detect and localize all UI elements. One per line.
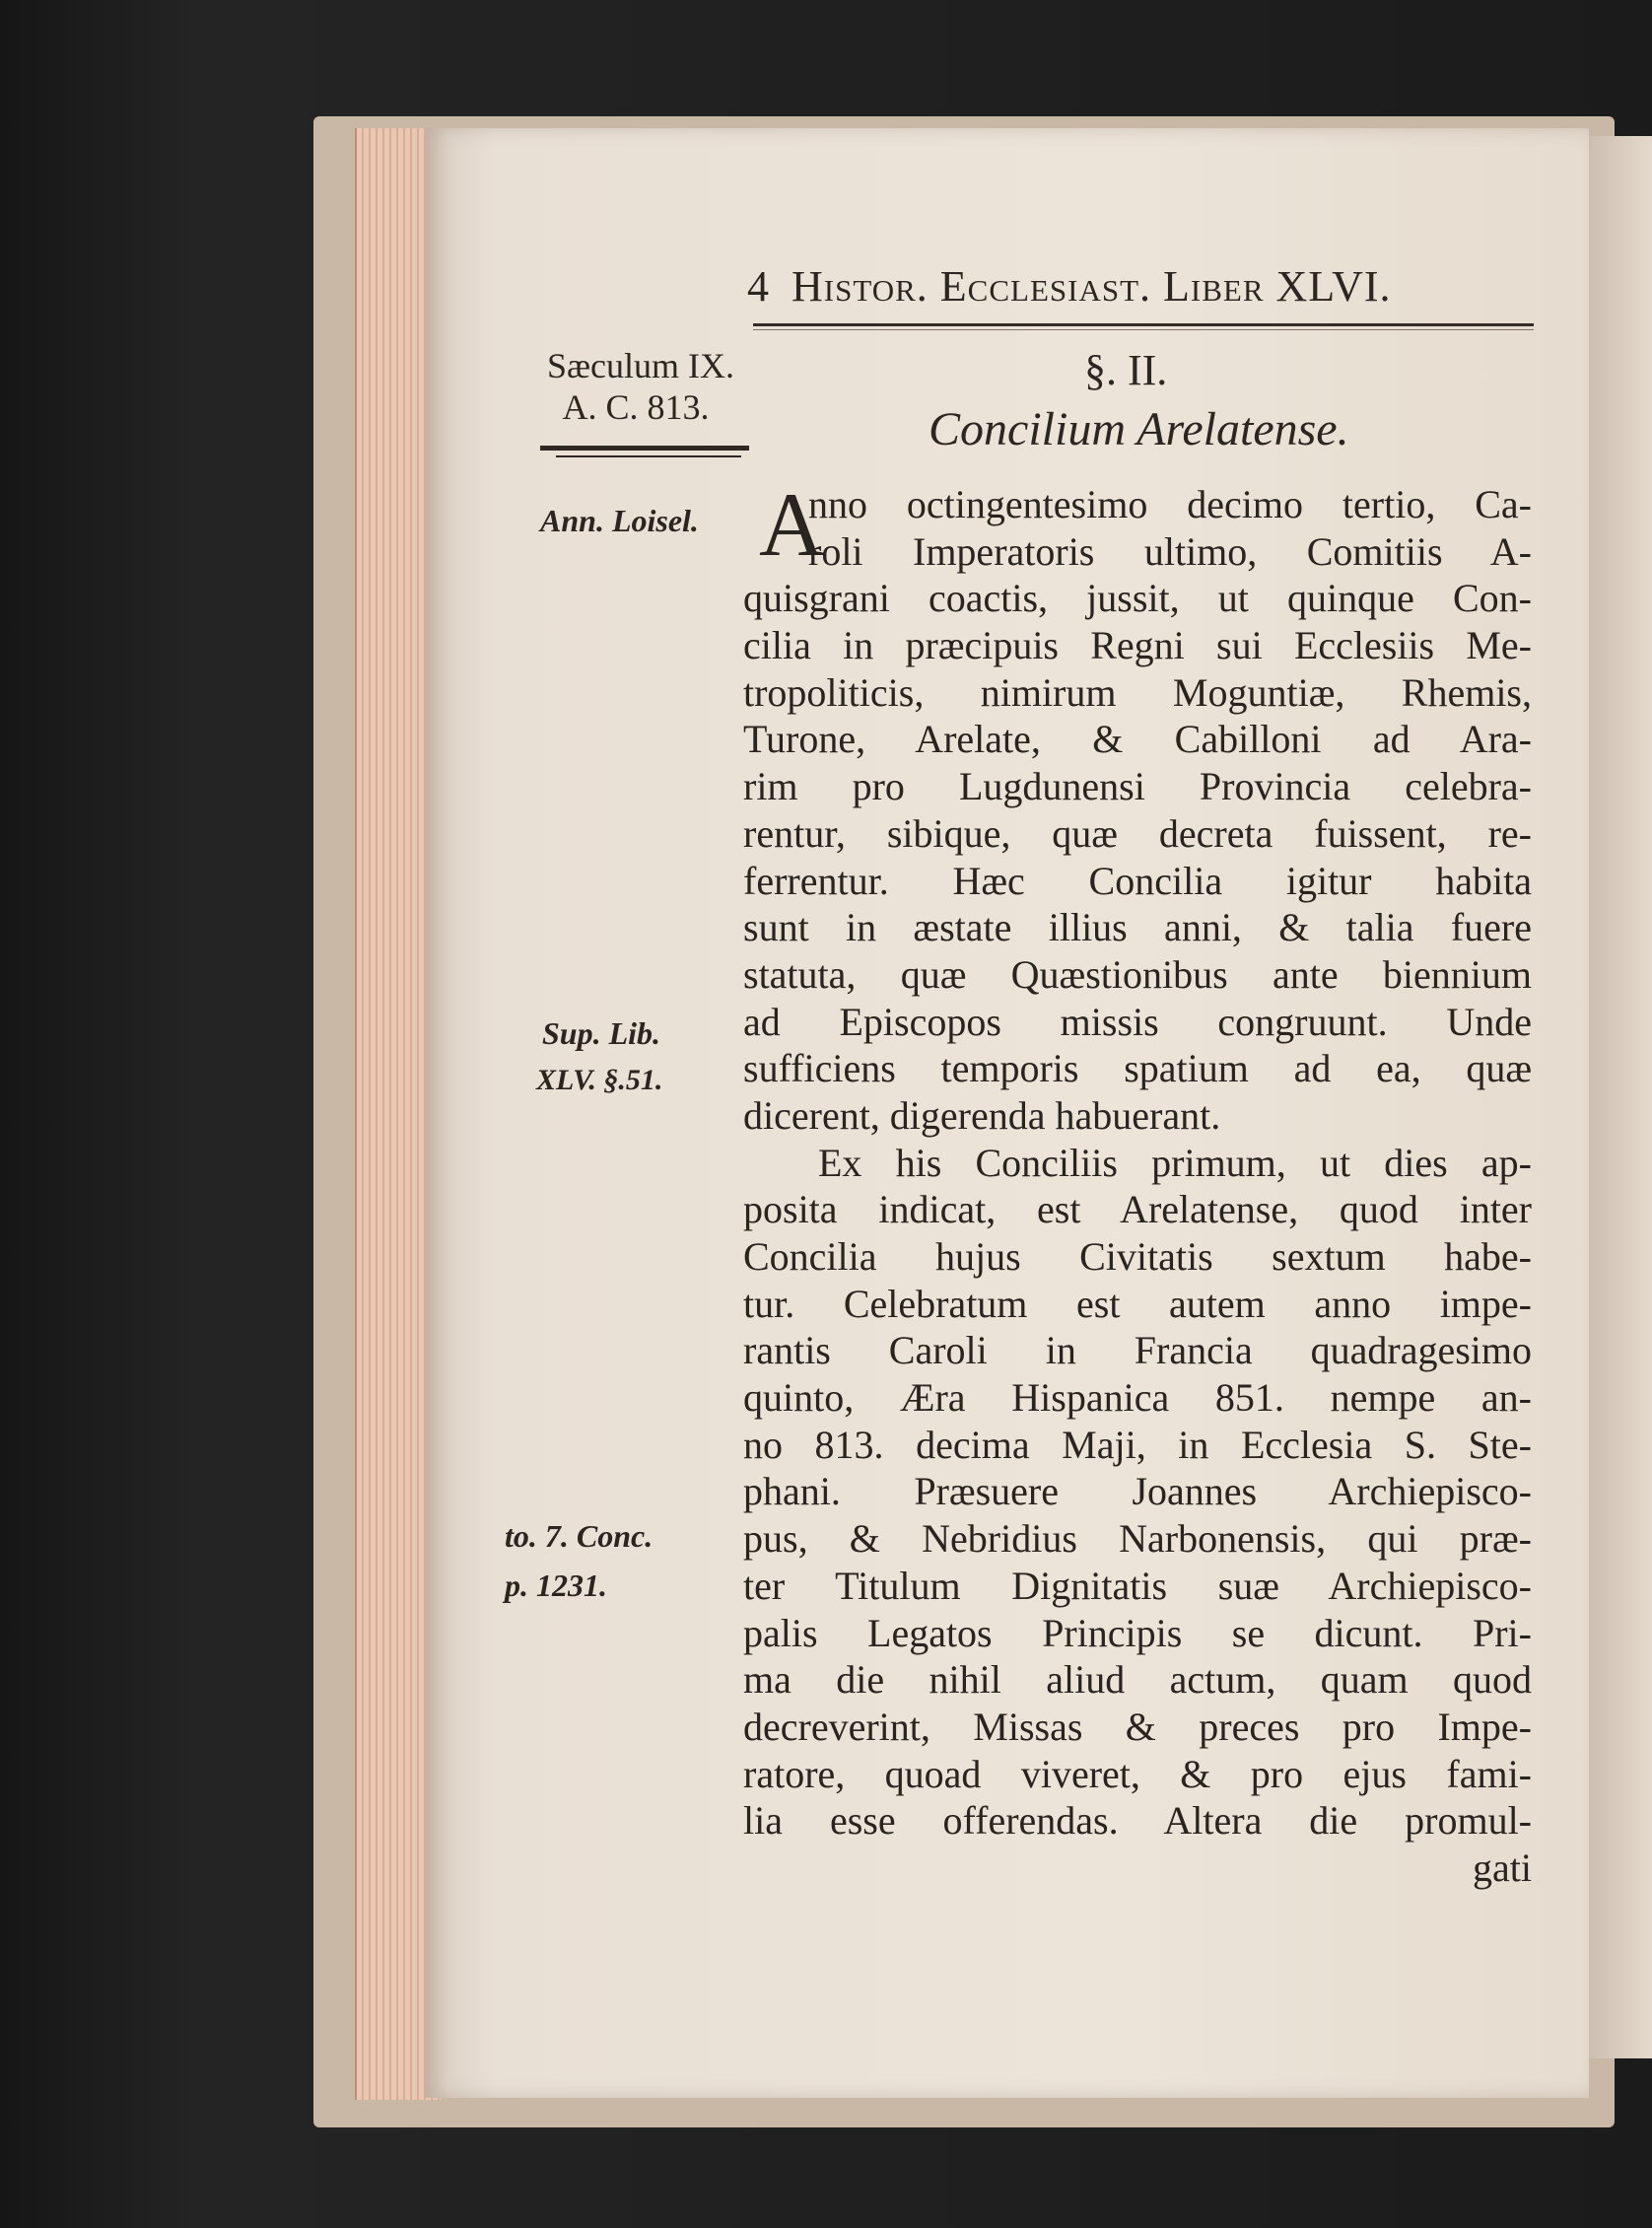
text-line: sunt in æstate illius anni, & talia fuere <box>743 905 1532 950</box>
margin-rule-thick <box>540 446 749 451</box>
text-line: lia esse offerendas. Altera die promul- <box>743 1798 1532 1844</box>
text-line: ratore, quoad viveret, & pro ejus fami- <box>743 1751 1532 1796</box>
margin-rule-thin <box>556 455 741 457</box>
text-line: decreverint, Missas & preces pro Impe- <box>743 1704 1532 1749</box>
text-line: ferrentur. Hæc Concilia igitur habita <box>743 858 1532 903</box>
text-line: nno octingentesimo decimo tertio, Ca- <box>808 482 1532 526</box>
text-line: phani. Præsuere Joannes Archiepisco- <box>743 1469 1532 1514</box>
page-number: 4 <box>747 262 770 311</box>
text-line: Concilia hujus Civitatis sextum habe- <box>743 1234 1532 1279</box>
running-head <box>747 261 1536 320</box>
year-label: A. C. 813. <box>562 387 710 427</box>
text-line: roli Imperatoris ultimo, Comitiis A- <box>808 528 1532 574</box>
section-number: §. II. <box>1084 346 1168 394</box>
text-line: ad Episcopos missis congruunt. Unde <box>743 999 1532 1044</box>
head-rule-thin <box>753 329 1534 330</box>
text-line: pus, & Nebridius Narbonensis, qui præ- <box>743 1516 1532 1562</box>
body-text <box>743 474 1532 1892</box>
text-line: palis Legatos Principis se dicunt. Pri- <box>743 1610 1532 1655</box>
text-line: ma die nihil aliud actum, quam quod <box>743 1657 1532 1703</box>
text-line: rim pro Lugdunensi Provincia celebra- <box>743 764 1532 809</box>
margin-note-conc: to. 7. Conc. <box>505 1518 654 1554</box>
margin-note-sup-lib: Sup. Lib. <box>542 1015 661 1051</box>
margin-date-block <box>532 345 749 428</box>
text-line: tropoliticis, nimirum Moguntiæ, Rhemis, <box>743 669 1532 715</box>
text-line: Turone, Arelate, & Cabilloni ad Ara- <box>743 717 1532 762</box>
drop-cap: A <box>759 474 825 575</box>
text-line: quinto, Æra Hispanica 851. nempe an- <box>743 1375 1532 1421</box>
text-line: cilia in præcipuis Regni sui Ecclesiis Me- <box>743 623 1532 668</box>
saeculum-label: Sæculum IX. <box>546 346 734 385</box>
text-line: Ex his Conciliis primum, ut dies ap- <box>818 1140 1532 1185</box>
facing-page-edge <box>1589 136 1652 2058</box>
section-title: Concilium Arelatense. <box>929 403 1349 455</box>
margin-note-annales: Ann. Loisel. <box>540 503 699 538</box>
text-line: sufficiens temporis spatium ad ea, quæ <box>743 1046 1532 1091</box>
text-line: quisgrani coactis, jussit, ut quinque Con- <box>743 576 1532 621</box>
text-line: ter Titulum Dignitatis suæ Archiepisco- <box>743 1563 1532 1608</box>
text-line: no 813. decima Maji, in Ecclesia S. Ste- <box>743 1422 1532 1467</box>
text-line: dicerent, digerenda habuerant. <box>743 1092 1221 1138</box>
text-line: statuta, quæ Quæstionibus ante biennium <box>743 951 1532 997</box>
text-line: tur. Celebratum est autem anno impe- <box>743 1281 1532 1326</box>
head-rule <box>753 323 1534 326</box>
text-line: rentur, sibique, quæ decreta fuissent, re- <box>743 810 1532 856</box>
text-line: rantis Caroli in Francia quadragesimo <box>743 1328 1532 1373</box>
text-line: posita indicat, est Arelatense, quod inter <box>743 1187 1532 1232</box>
margin-note-page: p. 1231. <box>505 1567 607 1603</box>
margin-note-lib-ref: XLV. §.51. <box>536 1064 663 1096</box>
running-head-title: Histor. Ecclesiast. Liber XLVI. <box>792 262 1392 311</box>
catchword: gati <box>1473 1845 1532 1890</box>
